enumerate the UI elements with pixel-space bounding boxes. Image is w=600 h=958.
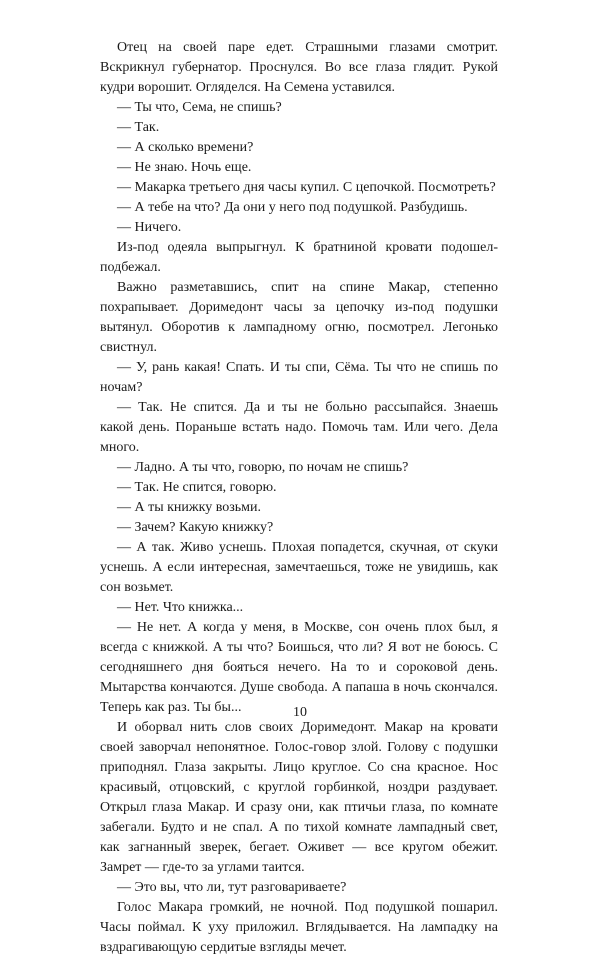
paragraph: — А так. Живо уснешь. Плохая попадется, скучная, от скуки уснешь. А если интересная, замечтаешься, тоже не увидишь, как сон возьмет. [100,540,498,595]
paragraph: — Это вы, что ли, тут разговариваете? [117,880,347,895]
paragraph: Важно разметавшись, спит на спине Макар, степенно похрапывает. Доримедонт часы за цепочку из-под подушки вытянул. Оборотив к лампадному огню, посмотрел. Легонько свистнул. [100,280,498,355]
page-text-body [100,38,498,958]
paragraph: И оборвал нить слов своих Доримедонт. Макар на кровати своей заворчал непонятное. Голос-говор злой. Голову с подушки приподнял. Глаза закрыты. Лицо круглое. Со сна красное. Нос красивый, отцовский, с круглой горбинкой, ноздри раздувает. Открыл глаза Макар. И сразу они, как птичьи глаза, по комнате забегали. Будто и не спал. А по тихой комнате лампадный свет, как загнанный зверек, бегает. Оживет — все кругом обежит. Замрет — где-то за углами таится. [100,720,498,875]
paragraph: — Так. [117,120,160,135]
paragraph: — Нет. Что книжка... [117,600,244,615]
paragraph: — Зачем? Какую книжку? [117,520,274,535]
paragraph: — Не нет. А когда у меня, в Москве, сон очень плох был, я всегда с книжкой. А ты что? Боишься, что ли? Я вот не боюсь. С сегодняшнего дня бояться нечего. На то и сороковой день. Мытарства кончаются. Душе свобода. А папаша в ночь скончался. Теперь как раз. Ты бы... [100,620,498,715]
paragraph: Голос Макара громкий, не ночной. Под подушкой пошарил. Часы поймал. К уху приложил. Вглядывается. На лампадку на вздрагивающую сердитые взгляды мечет. [100,900,498,955]
paragraph: — А сколько времени? [117,140,254,155]
paragraph: — А ты книжку возьми. [117,500,261,515]
paragraph: — Так. Не спится. Да и ты не больно рассыпайся. Знаешь какой день. Пораньше встать надо. Помочь там. Или чего. Дела много. [100,400,498,455]
paragraph: — Ладно. А ты что, говорю, по ночам не спишь? [117,460,409,475]
paragraph: Из-под одеяла выпрыгнул. К братниной кровати подошел-подбежал. [100,240,498,275]
paragraph: Отец на своей паре едет. Страшными глазами смотрит. Вскрикнул губернатор. Проснулся. Во все глаза глядит. Рукой кудри ворошит. Огляделся. На Семена уставился. [100,40,498,95]
paragraph: — Ты что, Сема, не спишь? [117,100,282,115]
paragraph: — Ничего. [117,220,182,235]
paragraph: — Так. Не спится, говорю. [117,480,277,495]
paragraph: — А тебе на что? Да они у него под подушкой. Разбудишь. [117,200,468,215]
paragraph: — Макарка третьего дня часы купил. С цепочкой. Посмотреть? [117,180,496,195]
paragraph: — Не знаю. Ночь еще. [117,160,252,175]
page-number: 10 [293,705,307,720]
paragraph: — У, рань какая! Спать. И ты спи, Сёма. Ты что не спишь по ночам? [100,360,498,395]
